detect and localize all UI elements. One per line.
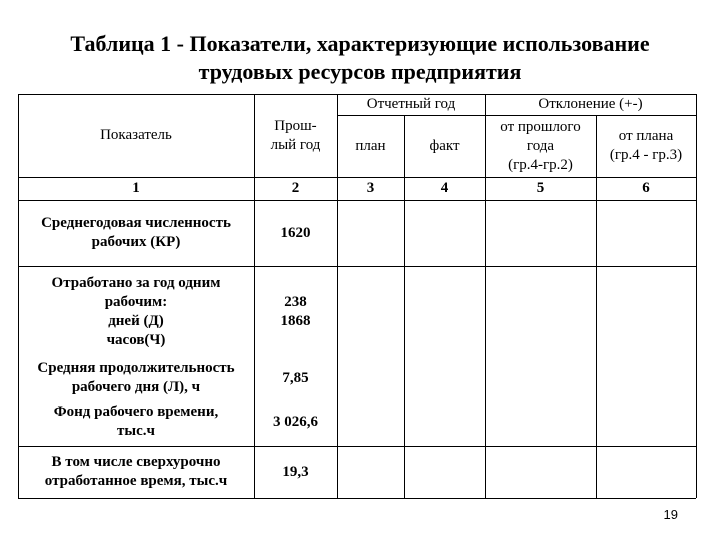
row-work-time-fund-previous: 3 026,6: [273, 413, 318, 430]
header-from-plan-line-2: (гр.4 - гр.3): [609, 147, 683, 163]
column-number-5: 5: [536, 180, 545, 196]
header-from-plan-line-1: от плана: [618, 128, 674, 144]
row-overtime-label-line-2: отработанное время, тыс.ч: [44, 473, 228, 489]
row-worked-per-worker-previous: [254, 266, 337, 358]
row-average-day-previous: 7,85: [282, 369, 309, 386]
header-previous-year: [254, 94, 337, 177]
header-from-previous-line-1: от прошлого: [500, 118, 581, 135]
row-work-time-fund-label-line-1: Фонд рабочего времени,: [53, 404, 219, 420]
header-previous-year-line-2: лый год: [270, 136, 321, 153]
row-work-time-fund-label-line-2: тыс.ч: [117, 423, 155, 439]
row-work-time-fund-label: [18, 398, 254, 446]
column-number-6: 6: [642, 180, 650, 196]
table-title: [0, 30, 720, 86]
column-number-4: 4: [440, 180, 449, 196]
labor-resources-table: [18, 94, 696, 498]
row-average-workers-previous: 1620: [280, 224, 311, 241]
row-worked-per-worker-label: [18, 266, 254, 358]
column-number-2: 2: [291, 180, 300, 196]
row-average-day-label: [18, 358, 254, 398]
column-number-1: 1: [132, 180, 140, 196]
row-overtime-label-line-1: В том числе сверхурочно: [51, 454, 221, 470]
header-from-previous-year: [485, 115, 596, 177]
row-overtime-previous: 19,3: [282, 463, 309, 480]
row-worked-hours-previous: 1868: [280, 313, 311, 329]
row-worked-per-worker-label-line-2: рабочим:: [104, 294, 168, 310]
row-worked-per-worker-label-line-3: дней (Д): [108, 313, 164, 329]
page-number: 19: [663, 507, 678, 522]
header-deviation: Отклонение (+-): [538, 96, 643, 112]
header-from-previous-line-3: (гр.4-гр.2): [508, 156, 573, 173]
header-plan: план: [355, 137, 386, 154]
row-worked-per-worker-label-line-1: Отработано за год одним: [51, 275, 221, 291]
column-number-3: 3: [366, 180, 375, 196]
table-title-line-1: Таблица 1 - Показатели, характеризующие использование: [70, 31, 650, 56]
row-overtime-label: [18, 446, 254, 498]
header-previous-year-line-1: Прош-: [274, 117, 317, 134]
header-reporting-year: Отчетный год: [366, 96, 456, 112]
header-indicator: Показатель: [100, 127, 172, 143]
header-from-previous-line-2: года: [526, 137, 555, 154]
row-average-day-label-line-1: Средняя продолжительность: [37, 360, 235, 376]
row-average-workers-label-line-2: рабочих (КР): [91, 234, 181, 250]
header-fact: факт: [429, 137, 460, 154]
row-average-day-label-line-2: рабочего дня (Л), ч: [71, 379, 201, 395]
header-from-plan: [596, 115, 696, 177]
row-worked-per-worker-label-line-4: часов(Ч): [106, 332, 166, 348]
table-title-line-2: трудовых ресурсов предприятия: [198, 59, 522, 84]
row-worked-days-previous: 238: [284, 294, 307, 310]
row-average-workers-label-line-1: Среднегодовая численность: [41, 215, 231, 231]
row-average-workers-label: [18, 200, 254, 266]
table-bottom-border: [18, 498, 696, 499]
table-right-border: [696, 94, 697, 498]
